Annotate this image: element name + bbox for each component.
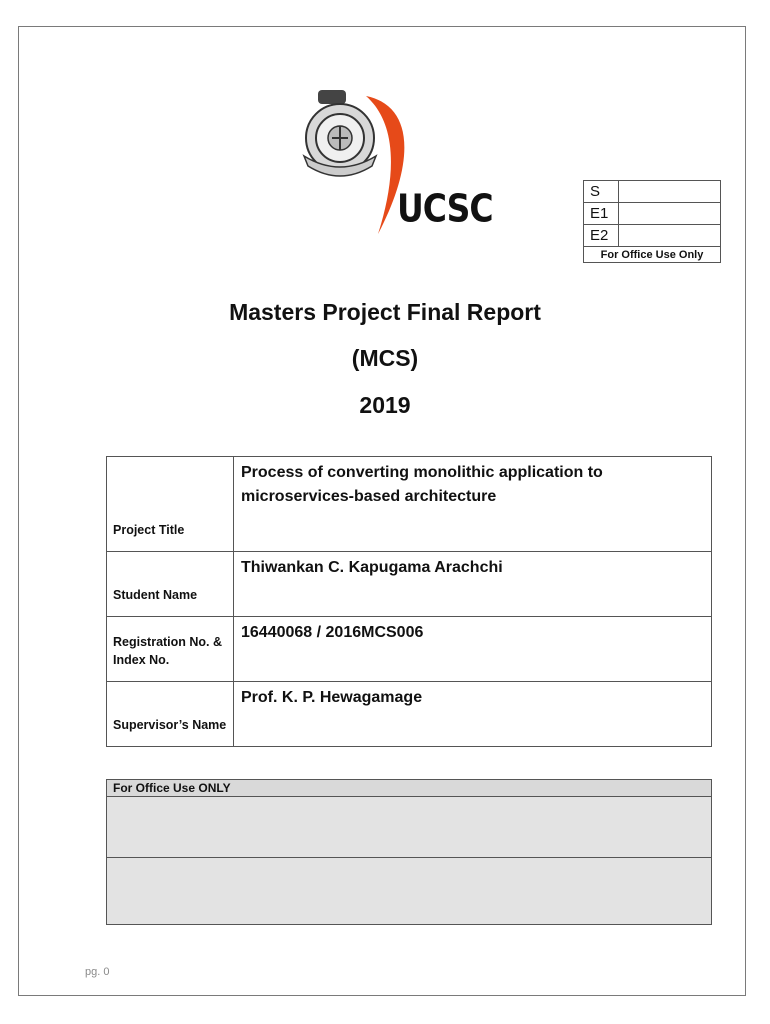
supervisor-row [107, 682, 712, 747]
ucsc-wordmark: UCSC [397, 186, 493, 231]
student-name-row [107, 552, 712, 617]
registration-row [107, 617, 712, 682]
project-info-table [106, 456, 712, 747]
office-use-footer: For Office Use Only [584, 247, 721, 263]
page-number: pg. 0 [85, 966, 110, 978]
report-year: 2019 [359, 392, 411, 418]
report-degree: (MCS) [351, 345, 419, 371]
office-row-value[interactable] [619, 225, 721, 247]
office-use-small-table [583, 180, 721, 263]
report-title: Masters Project Final Report [229, 299, 541, 325]
student-name-label: Student Name [107, 552, 234, 617]
office-use-only-table [106, 779, 712, 925]
supervisor-value: Prof. K. P. Hewagamage [234, 682, 712, 747]
registration-label: Registration No. & Index No. [107, 617, 234, 682]
office-use-only-header: For Office Use ONLY [107, 780, 712, 797]
office-row-label: E1 [584, 203, 619, 225]
project-title-row [107, 457, 712, 552]
project-title-label: Project Title [107, 457, 234, 552]
office-use-field-2[interactable] [107, 858, 712, 925]
office-row-e2 [584, 225, 721, 247]
office-row-label: S [584, 181, 619, 203]
office-row-label: E2 [584, 225, 619, 247]
office-use-field-1[interactable] [107, 797, 712, 858]
registration-value: 16440068 / 2016MCS006 [234, 617, 712, 682]
student-name-value: Thiwankan C. Kapugama Arachchi [234, 552, 712, 617]
office-row-s [584, 181, 721, 203]
office-row-e1 [584, 203, 721, 225]
office-row-value[interactable] [619, 181, 721, 203]
office-row-value[interactable] [619, 203, 721, 225]
project-title-value: Process of converting monolithic application to microservices-based architecture [234, 457, 712, 552]
supervisor-label: Supervisor’s Name [107, 682, 234, 747]
